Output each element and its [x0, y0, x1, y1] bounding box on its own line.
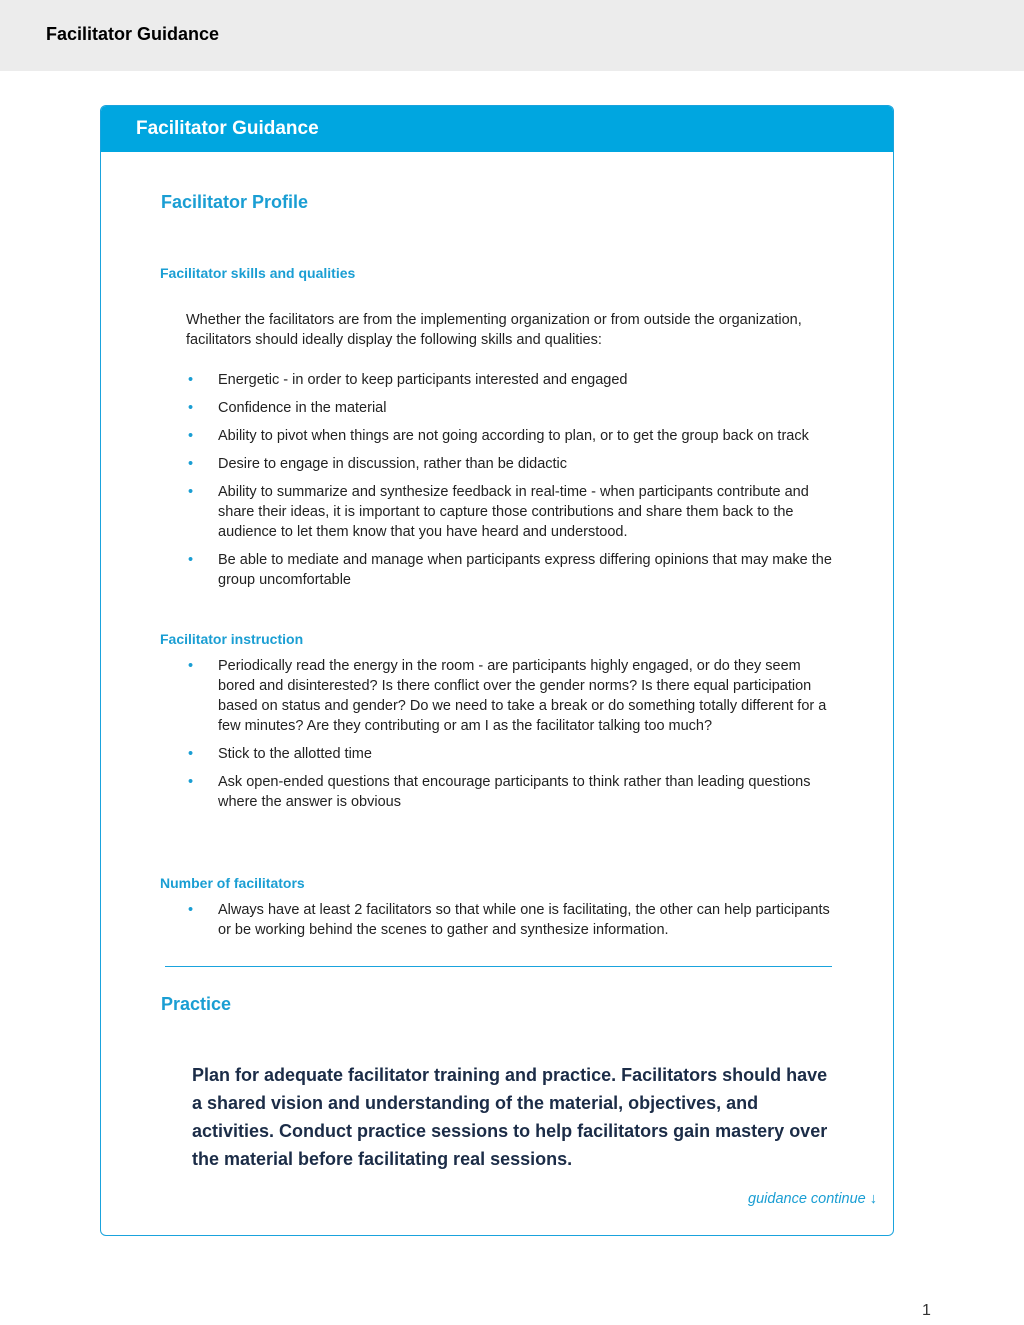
list-item — [187, 370, 837, 390]
list-item — [187, 482, 837, 542]
list-item-text: Ability to summarize and synthesize feedback in real-time - when participants contribute and share their ideas, it is important to capture those contributions and share them back to the audience to let them know that you have heard and understood. — [218, 484, 809, 540]
guidance-card — [100, 105, 894, 1236]
bullet-icon: • — [188, 746, 194, 762]
bullet-icon: • — [188, 428, 194, 444]
list-item-text: Energetic - in order to keep participants interested and engaged — [218, 372, 628, 388]
guidance-continue-link[interactable] — [748, 1191, 877, 1207]
list-item — [187, 454, 837, 474]
list-item — [187, 900, 837, 940]
continue-label: guidance continue — [748, 1191, 866, 1207]
bullet-icon: • — [188, 400, 194, 416]
bullet-icon: • — [188, 774, 194, 790]
top-bar — [0, 0, 1024, 71]
bullet-icon: • — [188, 552, 194, 568]
number-heading: Number of facilitators — [160, 875, 305, 891]
list-item-text: Desire to engage in discussion, rather than be didactic — [218, 456, 568, 472]
section-divider — [165, 966, 832, 967]
skills-heading: Facilitator skills and qualities — [160, 265, 356, 281]
number-list — [187, 900, 837, 948]
list-item-text: Be able to mediate and manage when participants express differing opinions that may make the group uncomfortable — [218, 552, 832, 588]
list-item — [187, 426, 837, 446]
facilitator-profile-heading: Facilitator Profile — [161, 192, 309, 212]
skills-list — [187, 370, 837, 598]
list-item-text: Stick to the allotted time — [218, 746, 372, 762]
bullet-icon: • — [188, 658, 194, 674]
practice-text: Plan for adequate facilitator training and practice. Facilitators should have a shared vision and understanding of the material, objectives, and activities. Conduct practice sessions to help facilitators gain mastery over the material before facilitating real sessions. — [192, 1065, 828, 1169]
list-item-text: Confidence in the material — [218, 400, 387, 416]
list-item-text: Always have at least 2 facilitators so that while one is facilitating, the other can help participants or be working behind the scenes to gather and synthesize information. — [218, 902, 830, 938]
instruction-list — [187, 656, 837, 820]
list-item — [187, 772, 837, 812]
bullet-icon: • — [188, 456, 194, 472]
list-item — [187, 550, 837, 590]
list-item-text: Ability to pivot when things are not going according to plan, or to get the group back on track — [218, 428, 809, 444]
instruction-heading: Facilitator instruction — [160, 631, 304, 647]
page-number: 1 — [922, 1302, 931, 1319]
list-item-text: Periodically read the energy in the room - are participants highly engaged, or do they seem bored and disinterested? Is there conflict over the gender norms? Is there equal participation based on status and gender? Do we need to take a break or do something totally different for a few minutes? Are they contributing or am I as the facilitator talking too much? — [218, 658, 827, 734]
list-item — [187, 398, 837, 418]
bullet-icon: • — [188, 902, 194, 918]
skills-intro: Whether the facilitators are from the implementing organization or from outside the organization, facilitators should ideally display the following skills and qualities: — [186, 312, 802, 348]
list-item — [187, 656, 837, 736]
bullet-icon: • — [188, 484, 194, 500]
practice-heading: Practice — [161, 994, 232, 1014]
bullet-icon: • — [188, 372, 194, 388]
card-header: Facilitator Guidance — [101, 106, 893, 152]
arrow-down-icon: ↓ — [869, 1191, 877, 1207]
list-item — [187, 744, 837, 764]
list-item-text: Ask open-ended questions that encourage participants to think rather than leading questions where the answer is obvious — [218, 774, 811, 810]
page-header-title: Facilitator Guidance — [46, 24, 220, 44]
